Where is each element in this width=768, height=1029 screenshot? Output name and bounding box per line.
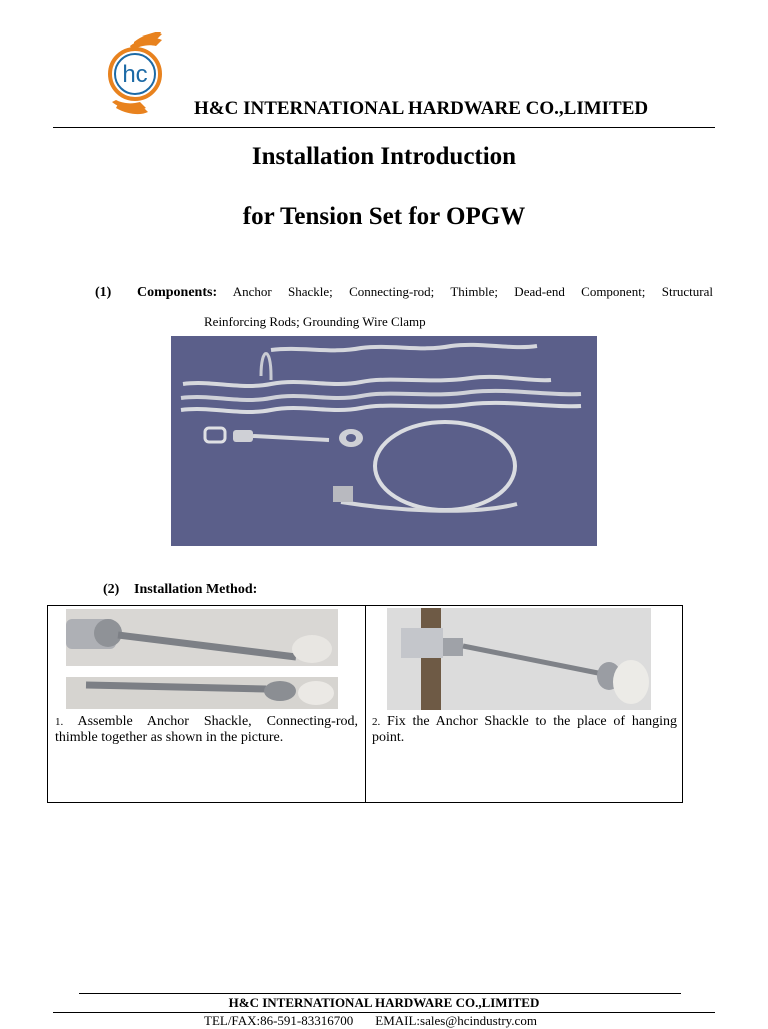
step-1-photo-top: [66, 609, 338, 666]
step-2-description: Fix the Anchor Shackle to the place of hanging point.: [372, 714, 677, 745]
footer-divider-top: [79, 993, 681, 994]
page-subtitle: for Tension Set for OPGW: [242, 203, 526, 230]
footer-contact: [204, 1013, 537, 1029]
footer-tel: TEL/FAX:86-591-83316700: [204, 1013, 354, 1028]
method-number: (2): [103, 582, 120, 597]
components-label: Components:: [137, 285, 218, 300]
page-title: Installation Introduction: [251, 143, 517, 170]
company-name: H&C INTERNATIONAL HARDWARE CO.,LIMITED: [194, 98, 649, 119]
header-divider: [53, 127, 715, 128]
components-photo: [171, 336, 597, 546]
components-line-1: [137, 284, 713, 301]
components-items-line-1: Anchor Shackle; Connecting-rod; Thimble; Dead-end Component; Structural: [232, 284, 713, 299]
step-1-number: 1.: [55, 716, 64, 728]
footer-company: H&C INTERNATIONAL HARDWARE CO.,LIMITED: [228, 995, 540, 1010]
step-1-description: Assemble Anchor Shackle, Connecting-rod, thimble together as shown in the picture.: [55, 714, 358, 745]
company-logo: [104, 32, 168, 116]
footer-email: EMAIL:sales@hcindustry.com: [375, 1013, 537, 1028]
step-2-photo: [387, 608, 651, 710]
method-label: Installation Method:: [134, 582, 258, 597]
components-number: (1): [95, 285, 112, 300]
step-2-text: [372, 714, 677, 746]
components-items-line-2: Reinforcing Rods; Grounding Wire Clamp: [204, 314, 426, 329]
hc-logo-icon: [104, 32, 168, 116]
step-1-photo-bottom: [66, 677, 338, 709]
steps-table-divider: [365, 605, 366, 803]
step-2-number: 2.: [372, 716, 381, 728]
step-1-text: [55, 714, 358, 746]
svg-text:hc: hc: [122, 61, 148, 88]
